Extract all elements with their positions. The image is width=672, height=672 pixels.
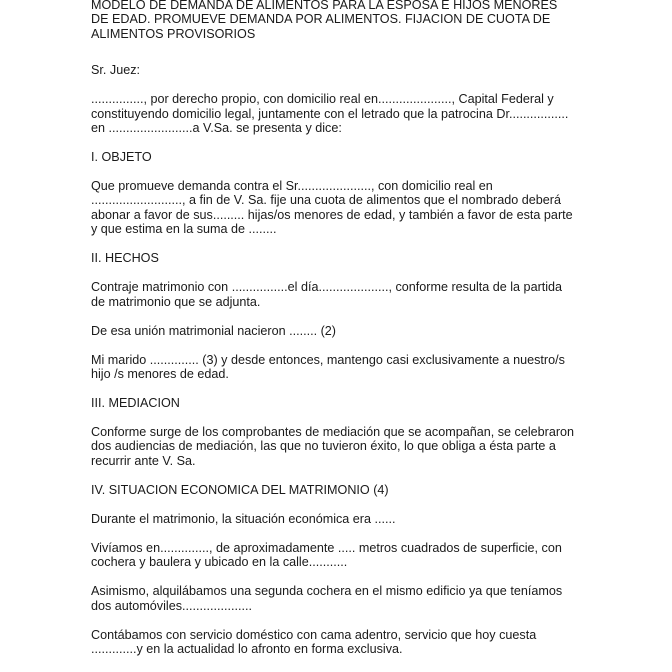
- section-heading-objeto: [91, 150, 591, 164]
- paragraph-line: Asimismo, alquilábamos una segunda cochera en el mismo edificio ya que teníamos: [91, 584, 563, 599]
- hechos-paragraph-2: [91, 324, 591, 338]
- paragraph-line: ..............., por derecho propio, con domicilio real en....................., Capital Federal y: [91, 92, 554, 107]
- paragraph-line: hijo /s menores de edad.: [91, 367, 229, 382]
- document-page: [91, 0, 591, 671]
- title-line: DE EDAD. PROMUEVE DEMANDA POR ALIMENTOS. FIJACION DE CUOTA DE: [91, 12, 551, 27]
- paragraph-line: de matrimonio que se adjunta.: [91, 294, 261, 309]
- situacion-paragraph-3: [91, 584, 591, 613]
- document-title: [91, 0, 591, 41]
- situacion-paragraph-1: [91, 512, 591, 526]
- paragraph-line: Durante el matrimonio, la situación económica era ......: [91, 511, 396, 526]
- paragraph-line: y que estima en la suma de ........: [91, 222, 277, 237]
- paragraph-line: Que promueve demanda contra el Sr....................., con domicilio real en: [91, 179, 493, 194]
- title-line: ALIMENTOS PROVISORIOS: [91, 26, 256, 41]
- situacion-paragraph-2: [91, 541, 591, 570]
- paragraph-line: cochera y baulera y ubicado en la calle...........: [91, 555, 348, 570]
- paragraph-line: Vivíamos en.............., de aproximadamente ..... metros cuadrados de superficie, con: [91, 540, 562, 555]
- mediacion-paragraph: [91, 425, 591, 468]
- salutation: [91, 63, 591, 77]
- heading-text: IV. SITUACION ECONOMICA DEL MATRIMONIO (4): [91, 482, 389, 497]
- paragraph-line: .........................., a fin de V. Sa. fije una cuota de alimentos que el nombrado deberá: [91, 193, 561, 208]
- paragraph-line: De esa unión matrimonial nacieron ........ (2): [91, 323, 336, 338]
- intro-paragraph: [91, 92, 591, 135]
- paragraph-line: Mi marido .............. (3) y desde entonces, mantengo casi exclusivamente a nuestro/s: [91, 352, 565, 367]
- section-heading-mediacion: [91, 396, 591, 410]
- title-line: MODELO DE DEMANDA DE ALIMENTOS PARA LA ESPOSA E HIJOS MENORES: [91, 0, 558, 12]
- objeto-paragraph: [91, 179, 591, 237]
- paragraph-line: recurrir ante V. Sa.: [91, 453, 196, 468]
- paragraph-line: .............y en la actualidad lo afronto en forma exclusiva.: [91, 642, 403, 657]
- paragraph-line: Contraje matrimonio con ................el día...................., conforme resulta de la partida: [91, 280, 563, 295]
- situacion-paragraph-4: [91, 628, 591, 657]
- paragraph-line: constituyendo domicilio legal, juntamente con el letrado que la patrocina Dr.................: [91, 106, 569, 121]
- heading-text: II. HECHOS: [91, 251, 159, 266]
- heading-text: III. MEDIACION: [91, 396, 180, 411]
- paragraph-line: dos audiencias de mediación, las que no tuvieron éxito, lo que obliga a ésta parte a: [91, 439, 556, 454]
- paragraph-line: en ........................a V.Sa. se presenta y dice:: [91, 121, 342, 136]
- paragraph-line: Conforme surge de los comprobantes de mediación que se acompañan, se celebraron: [91, 425, 575, 440]
- heading-text: I. OBJETO: [91, 150, 152, 165]
- salutation-text: Sr. Juez:: [91, 63, 140, 78]
- hechos-paragraph-1: [91, 280, 591, 309]
- paragraph-line: Contábamos con servicio doméstico con cama adentro, servicio que hoy cuesta: [91, 627, 537, 642]
- paragraph-line: abonar a favor de sus......... hijas/os menores de edad, y también a favor de esta parte: [91, 207, 573, 222]
- hechos-paragraph-3: [91, 353, 591, 382]
- section-heading-hechos: [91, 251, 591, 265]
- section-heading-situacion: [91, 483, 591, 497]
- paragraph-line: dos automóviles....................: [91, 598, 252, 613]
